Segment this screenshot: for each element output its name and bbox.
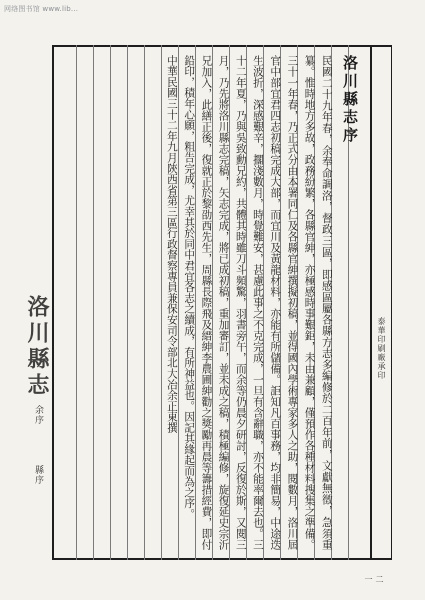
printer-credit: 泰華印刷廠承印 [377, 317, 386, 380]
page-number: 二一 [364, 575, 384, 584]
section-sublabel: 縣序 [33, 465, 43, 485]
section-label: 余序 [33, 405, 43, 425]
preface-title: 洛川縣志序 [341, 55, 359, 145]
preface-signature: 中華民國三十二年九月陝西省第三區行政督察專員兼保安司令部北大冶余正東撰 [165, 55, 178, 433]
running-title: 洛川縣志 [24, 295, 50, 399]
preface-paragraph: 民國二十九年春，余奉命調洛，督政三區，即感區屬各縣方志多編修於二百年前，文獻無徵，急須重纂。惟時地方多故，政務紛繁，各縣官紳，亦極感時事艱鉅，未由兼顧，僅預作各種材料搜集之準備。三十一年春，乃正式分由本署同仁及各縣官紳撰擬初稿，並得國內學術專家多人之助，閱數月，洛川屆官中部宜君四志初稿完成大部，而宜川及黃龍材料，亦能有所儲備。詎知凡百事務，均非簡易，中途迭生波折，深感艱辛，擱淺數月，時覺難安，甚慮此事之不克完成，一旦有含辭職，亦不能率爾去也。三十二年夏，乃與吳致勳兄約，共體其時雖刀斗頻驚，羽書旁午，而余等仍晨夕研討，反復於斯，又閱三月，乃先將洛川縣志完稿，矢志完成，將已成初稿，重加審訂，並未成之稿，積極編修，旋復延史宗沂兄加入，此繕正後，復就正於黎劭西先生，周縣長際飛及縉紳李農圃紳勸之獎勵再晨等籌措經費，即付鉛印，積年心願，粗告完成，尤幸其於同中君宜各志之續成，有所神益也。因記其緣起而為之序。 [183, 55, 333, 550]
watermark: 网络图书馆 www.lib... [4, 5, 79, 13]
preface-text [62, 55, 358, 550]
page-margin [364, 45, 392, 584]
left-margin-strip [18, 45, 50, 560]
